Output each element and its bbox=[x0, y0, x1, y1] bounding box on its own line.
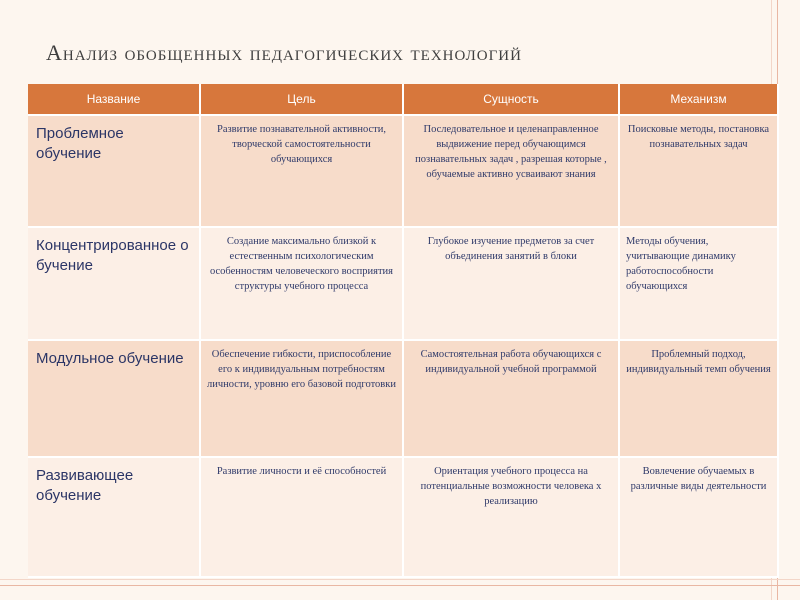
table-header-row bbox=[28, 84, 778, 115]
cell-name: Проблемное обучение bbox=[28, 115, 200, 227]
cell-name: Развивающее обучение bbox=[28, 457, 200, 577]
table-row bbox=[28, 227, 778, 340]
cell-name: Концентрированное обучение bbox=[28, 227, 200, 340]
cell-essence: Глубокое изучение предметов за счет объединения занятий в блоки bbox=[403, 227, 619, 340]
cell-name: Модульное обучение bbox=[28, 340, 200, 457]
cell-mechanism: Вовлечение обучаемых в различные виды деятельности bbox=[619, 457, 778, 577]
table-row bbox=[28, 340, 778, 457]
page-title: Анализ обобщенных педагогических технологий bbox=[46, 40, 522, 65]
cell-mechanism: Методы обучения, учитывающие динамику работоспособности обучающихся bbox=[619, 227, 778, 340]
frame-line bbox=[0, 585, 800, 586]
cell-goal: Обеспечение гибкости, приспособление его к индивидуальным потребностям личности, уровню его базовой подготовки bbox=[200, 340, 403, 457]
cell-mechanism: Поисковые методы, постановка познавательных задач bbox=[619, 115, 778, 227]
cell-goal: Развитие познавательной активности, творческой самостоятельности обучающихся bbox=[200, 115, 403, 227]
frame-line bbox=[0, 579, 800, 580]
cell-goal: Создание максимально близкой к естественным психологическим особенностям человеческого восприятия структуры учебного процесса bbox=[200, 227, 403, 340]
cell-mechanism: Проблемный подход, индивидуальный темп обучения bbox=[619, 340, 778, 457]
technologies-table bbox=[28, 84, 779, 578]
table-row bbox=[28, 457, 778, 577]
cell-goal: Развитие личности и её способностей bbox=[200, 457, 403, 577]
table-row bbox=[28, 115, 778, 227]
cell-essence: Последовательное и целенаправленное выдвижение перед обучающимся познавательных задач , разрешая которые , обучаемые активно усваивают знания bbox=[403, 115, 619, 227]
column-header-mechanism: Механизм bbox=[619, 84, 778, 115]
cell-essence: Самостоятельная работа обучающихся с индивидуальной учебной программой bbox=[403, 340, 619, 457]
column-header-name: Название bbox=[28, 84, 200, 115]
column-header-goal: Цель bbox=[200, 84, 403, 115]
cell-essence: Ориентация учебного процесса на потенциальные возможности человека х реализацию bbox=[403, 457, 619, 577]
column-header-essence: Сущность bbox=[403, 84, 619, 115]
